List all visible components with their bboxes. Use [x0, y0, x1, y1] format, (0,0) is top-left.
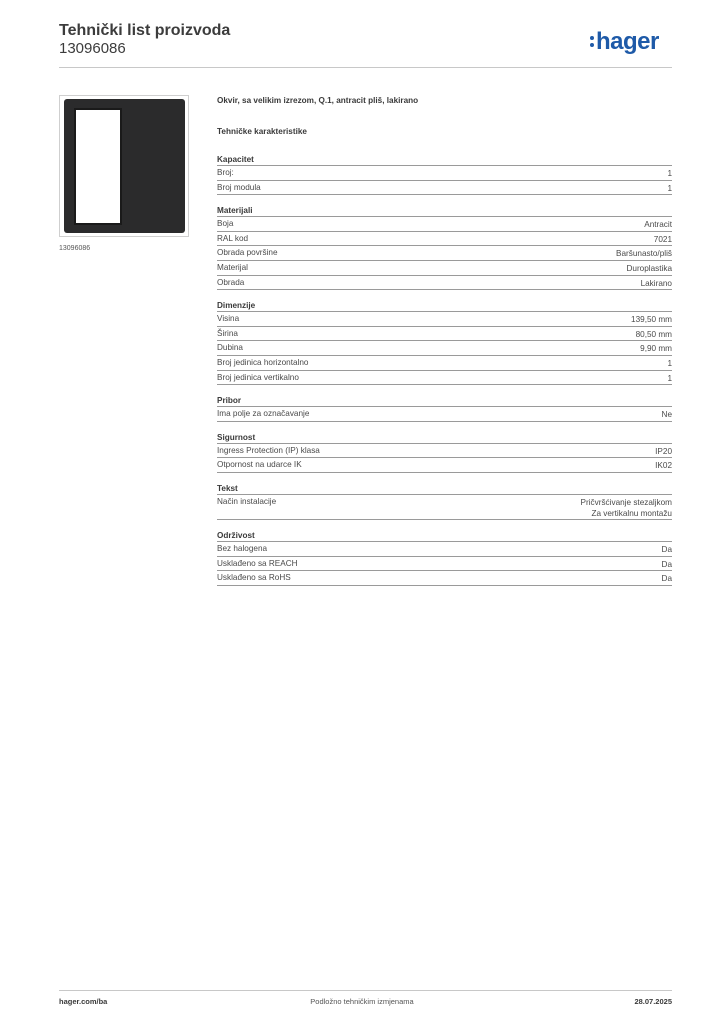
frame-cutout [74, 108, 122, 225]
spec-label: Broj jedinica vertikalno [217, 372, 299, 382]
spec-row [217, 371, 672, 386]
spec-group-title: Sigurnost [217, 432, 672, 444]
footer-note: Podložno tehničkim izmjenama [310, 997, 414, 1006]
spec-value: Da [661, 574, 672, 584]
spec-value: Baršunasto/pliš [616, 249, 672, 259]
spec-value: Ne [661, 410, 672, 420]
spec-group-title: Materijali [217, 205, 672, 217]
spec-label: Dubina [217, 343, 243, 353]
spec-group [217, 483, 672, 520]
logo-dots-icon [590, 36, 595, 50]
spec-value: 7021 [653, 234, 672, 244]
spec-value: Antracit [644, 220, 672, 230]
spec-row [217, 276, 672, 291]
footer-website: hager.com/ba [59, 997, 108, 1006]
footer-divider [59, 990, 672, 991]
spec-value: Da [661, 544, 672, 554]
header-title: Tehnički list proizvoda [59, 22, 231, 39]
spec-label: Visina [217, 314, 240, 324]
image-caption: 13096086 [59, 245, 91, 252]
spec-row [217, 341, 672, 356]
spec-group-title: Održivost [217, 530, 672, 542]
spec-row [217, 444, 672, 459]
spec-label: Broj jedinica horizontalno [217, 357, 309, 367]
spec-row [217, 356, 672, 371]
spec-value: 139,50 mm [631, 315, 672, 325]
spec-groups [217, 154, 672, 586]
section-heading: Tehničke karakteristike [217, 127, 307, 136]
spec-group-title: Tekst [217, 483, 672, 495]
spec-row [217, 261, 672, 276]
spec-row [217, 557, 672, 572]
spec-value: Duroplastika [626, 263, 672, 273]
specifications [217, 96, 672, 586]
spec-group [217, 154, 672, 195]
spec-row [217, 458, 672, 473]
spec-row [217, 571, 672, 586]
spec-label: Otpornost na udarce IK [217, 460, 302, 470]
spec-value: 1 [667, 373, 672, 383]
spec-value: 1 [667, 183, 672, 193]
header-divider [59, 67, 672, 68]
spec-row [217, 327, 672, 342]
spec-value: IP20 [655, 446, 672, 456]
spec-row [217, 312, 672, 327]
spec-group-title: Dimenzije [217, 300, 672, 312]
spec-value: 80,50 mm [635, 329, 672, 339]
spec-label: Širina [217, 328, 238, 338]
spec-group-title: Kapacitet [217, 154, 672, 166]
spec-value: 9,90 mm [640, 344, 672, 354]
spec-label: Usklađeno sa REACH [217, 558, 298, 568]
spec-row [217, 407, 672, 422]
spec-value: Pričvršćivanje stezaljkom Za vertikalnu montažu [580, 497, 672, 518]
footer-date: 28.07.2025 [634, 997, 672, 1006]
spec-label: Način instalacije [217, 496, 277, 506]
product-image [59, 95, 189, 237]
spec-value: 1 [667, 169, 672, 178]
spec-value: Lakirano [640, 278, 672, 288]
spec-row [217, 181, 672, 196]
product-code: 13096086 [59, 40, 126, 57]
spec-label: Bez halogena [217, 543, 268, 553]
spec-row [217, 166, 672, 181]
spec-label: Usklađeno sa RoHS [217, 573, 291, 583]
spec-row [217, 542, 672, 557]
spec-group-title: Pribor [217, 395, 672, 407]
spec-label: Boja [217, 219, 234, 229]
spec-group [217, 530, 672, 586]
spec-value: IK02 [655, 461, 672, 471]
spec-value: 1 [667, 358, 672, 368]
spec-label: Ima polje za označavanje [217, 409, 310, 419]
spec-group [217, 432, 672, 473]
spec-row [217, 217, 672, 232]
spec-label: Broj modula [217, 182, 261, 192]
logo-text: hager [596, 28, 659, 55]
spec-value: Da [661, 559, 672, 569]
spec-label: RAL kod [217, 233, 249, 243]
spec-label: Obrada [217, 277, 245, 287]
spec-row [217, 495, 672, 520]
product-title: Okvir, sa velikim izrezom, Q.1, antracit pliš, lakirano [217, 96, 419, 105]
hager-logo [590, 28, 659, 56]
spec-label: Obrada površine [217, 248, 278, 258]
spec-label: Materijal [217, 262, 248, 272]
frame-image [64, 99, 185, 233]
spec-group [217, 300, 672, 385]
spec-row [217, 246, 672, 261]
spec-label: Broj: [217, 168, 234, 177]
spec-label: Ingress Protection (IP) klasa [217, 445, 320, 455]
spec-row [217, 232, 672, 247]
spec-group [217, 395, 672, 422]
spec-group [217, 205, 672, 290]
